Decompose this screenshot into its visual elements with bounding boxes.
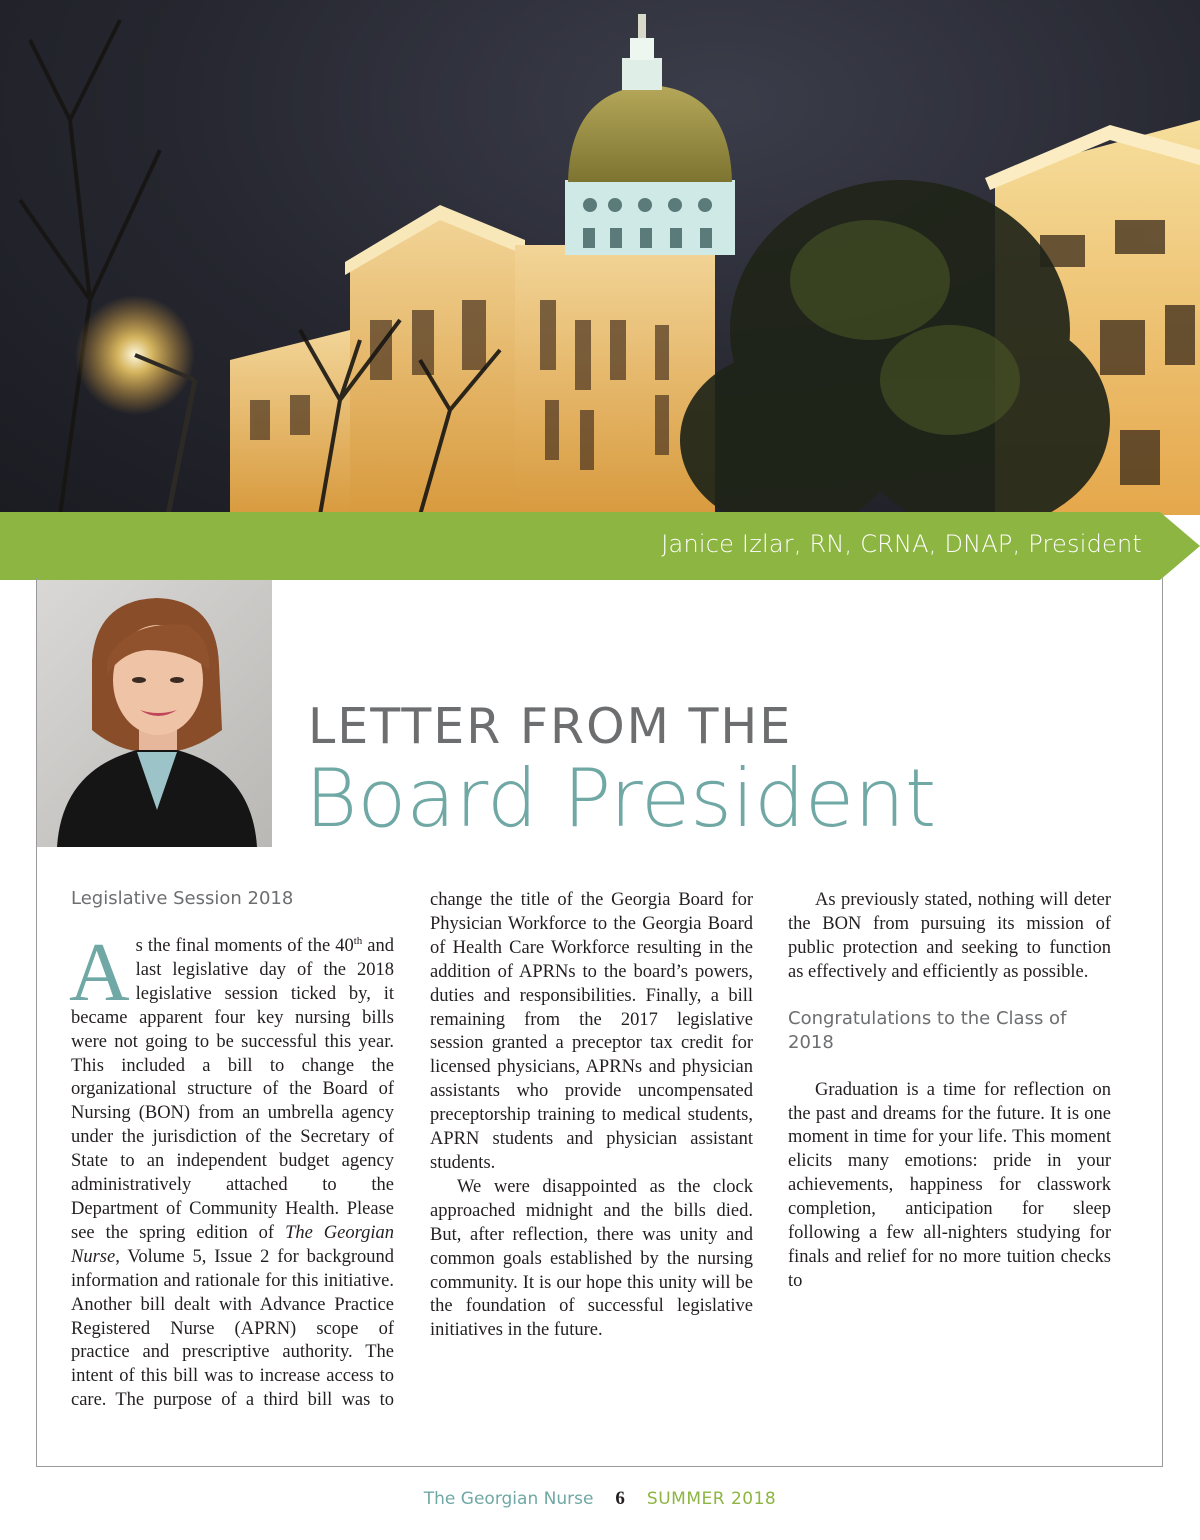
page-title: Board President [305,752,937,845]
article-paragraph-1: As the final moments of the 40th and last legislative day of the 2018 legislative session ticked by, it became apparent four key nursing bills were not going to be successful this year. This included a bill to change the organizational structure of the Board of Nursing (BON) from an umbrella agency under the jurisdiction of the Secretary of State to an independent budget agency administratively attached to the Department of Community Health. Please see the spring edition of The Georgian Nurse, Volume 5, Issue 2 for background information and rationale for this initiative. Another bill dealt with Advance Practice Registered Nurse (APRN) scope of practice and prescriptive authority. The intent of this bill was to increase access to care. The purpose of a third bill was to [69,926,394,1411]
article-column-1 [71,887,394,1413]
drop-cap: A [69,926,130,1019]
article-column-3 [788,889,1111,1294]
section-heading-legislative: Legislative Session 2018 [71,888,294,909]
page-number: 6 [615,1488,625,1509]
page-footer [0,1488,1200,1510]
title-kicker: LETTER FROM THE [308,698,793,755]
article-column-2 [430,889,753,1343]
author-portrait [37,580,272,847]
footer-issue: SUMMER 2018 [646,1489,777,1509]
section-heading-congratulations: Congratulations to the Class of 2018 [788,1007,1067,1053]
capitol-illustration [0,0,1200,515]
author-banner [0,512,1200,580]
article-paragraph-1-continued: change the title of the Georgia Board for Physician Workforce to the Georgia Board of Health Care Workforce resulting in the addition of APRNs to the board’s powers, duties and responsibilities. Finally, a bill remaining from the 2017 legislative session granted a preceptor tax credit for licensed physicians, APRNs and physician assistants who provide uncompensated preceptorship training to medical students, APRN students and physician assistant students. [430,890,753,1173]
portrait-illustration [37,580,272,847]
author-name: Janice Izlar, RN, CRNA, DNAP, President [661,530,1142,558]
article-paragraph-4: Graduation is a time for reflection on the past and dreams for the future. It is one moment in time for your life. This moment elicits many emotions: pride in your achievements, happiness for classwork completion, anticipation for sleep following a few all-nighters studying for finals and relief for no more tuition checks to [788,1079,1111,1291]
publication-title-italic: The Georgian Nurse [71,1222,394,1267]
article-paragraph-2: We were disappointed as the clock approached midnight and the bills died. But, after reflection, there was unity and common goals established by the nursing community. It is our hope this unity will be the foundation of successful legislative initiatives in the future. [430,1176,753,1341]
hero-photo-capitol [0,0,1200,515]
article-paragraph-3: As previously stated, nothing will deter the BON from pursuing its mission of public protection and seeking to function as effectively and efficiently as possible. [788,890,1111,982]
footer-publication: The Georgian Nurse [423,1489,594,1509]
